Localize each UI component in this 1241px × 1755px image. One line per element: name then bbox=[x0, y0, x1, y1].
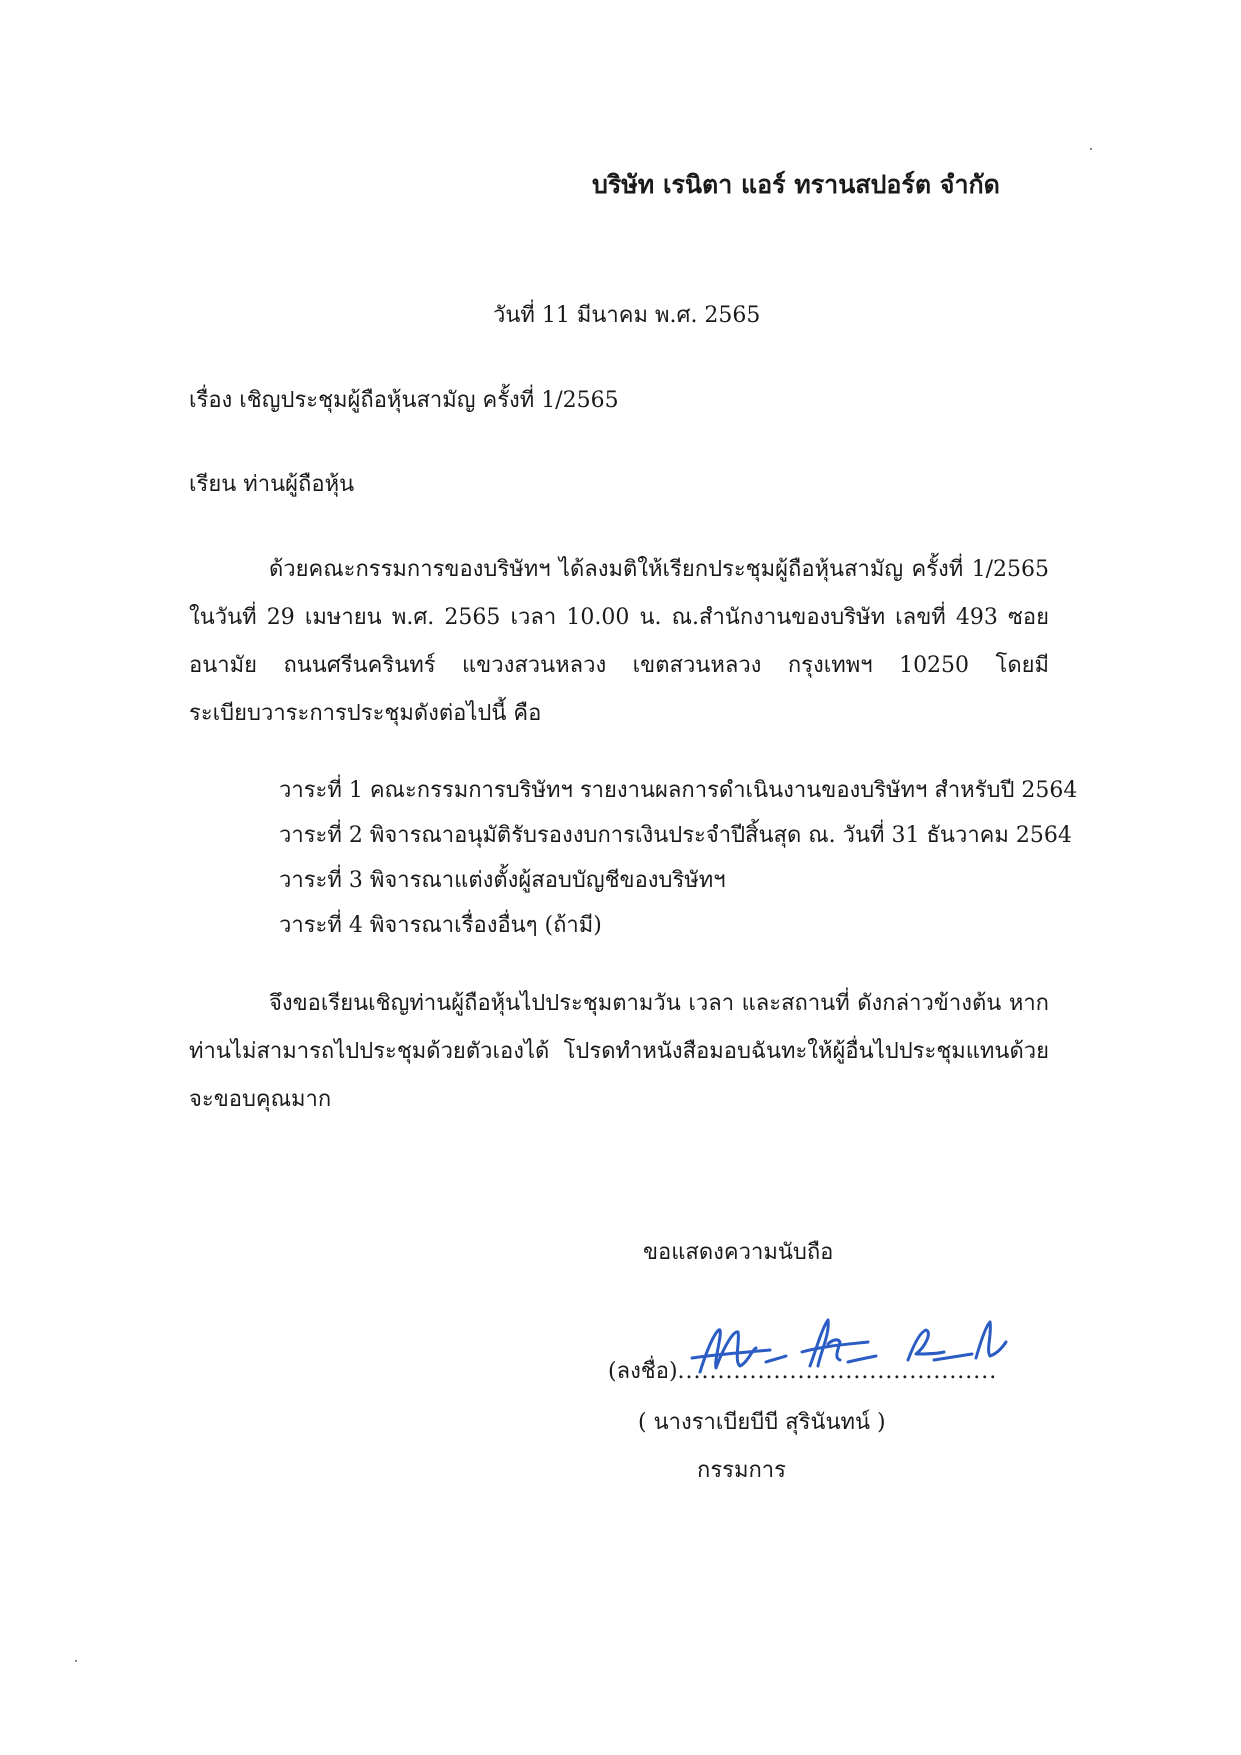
letter-date: วันที่ 11 มีนาคม พ.ศ. 2565 bbox=[493, 303, 761, 328]
letter-salutation: เรียน ท่านผู้ถือหุ้น bbox=[189, 472, 355, 497]
agenda-list bbox=[279, 768, 1077, 948]
body-paragraph-1: ด้วยคณะกรรมการของบริษัทฯ ได้ลงมติให้เรียกประชุมผู้ถือหุ้นสามัญ ครั้งที่ 1/2565 ในวันที่ 29 เมษายน พ.ศ. 2565 เวลา 10.00 น. ณ.สำนักงานของบริษัท เลขที่ 493 ซอยอนามัย ถนนศรีนครินทร์ แขวงสวนหลวง เขตสวนหลวง กรุงเทพฯ 10250 โดยมี ระเบียบวาระการประชุมดังต่อไปนี้ คือ bbox=[189, 557, 1049, 726]
agenda-item-2: วาระที่ 2 พิจารณาอนุมัติรับรองงบการเงินประจำปีสิ้นสุด ณ. วันที่ 31 ธันวาคม 2564 bbox=[279, 823, 1072, 848]
company-name: บริษัท เรนิตา แอร์ ทรานสปอร์ต จำกัด bbox=[592, 170, 1000, 199]
agenda-item-3: วาระที่ 3 พิจารณาแต่งตั้งผู้สอบบัญชีของบริษัทฯ bbox=[279, 868, 726, 893]
letter-subject: เรื่อง เชิญประชุมผู้ถือหุ้นสามัญ ครั้งที่ 1/2565 bbox=[189, 388, 619, 413]
scan-speck bbox=[75, 1660, 77, 1662]
signer-title: กรรมการ bbox=[697, 1458, 786, 1483]
closing-phrase: ขอแสดงความนับถือ bbox=[643, 1240, 834, 1265]
scan-speck bbox=[1090, 148, 1092, 150]
agenda-item-1: วาระที่ 1 คณะกรรมการบริษัทฯ รายงานผลการดำเนินงานของบริษัทฯ สำหรับปี 2564 bbox=[279, 778, 1078, 803]
sign-label: (ลงชื่อ) bbox=[608, 1359, 678, 1384]
agenda-item-4: วาระที่ 4 พิจารณาเรื่องอื่นๆ (ถ้ามี) bbox=[279, 913, 602, 938]
signer-name: ( นางราเบียบีบี สุรินันทน์ ) bbox=[638, 1410, 886, 1435]
signature-line bbox=[608, 1357, 997, 1387]
sign-dots: ........................................ bbox=[677, 1359, 998, 1384]
body-paragraph-2: จึงขอเรียนเชิญท่านผู้ถือหุ้นไปประชุมตามวัน เวลา และสถานที่ ดังกล่าวข้างต้น หาก ท่านไม่สามารถไปประชุมด้วยตัวเองได้ โปรดทำหนังสือมอบฉันทะให้ผู้อื่นไปประชุมแทนด้วย จะขอบคุณมาก bbox=[189, 991, 1049, 1112]
